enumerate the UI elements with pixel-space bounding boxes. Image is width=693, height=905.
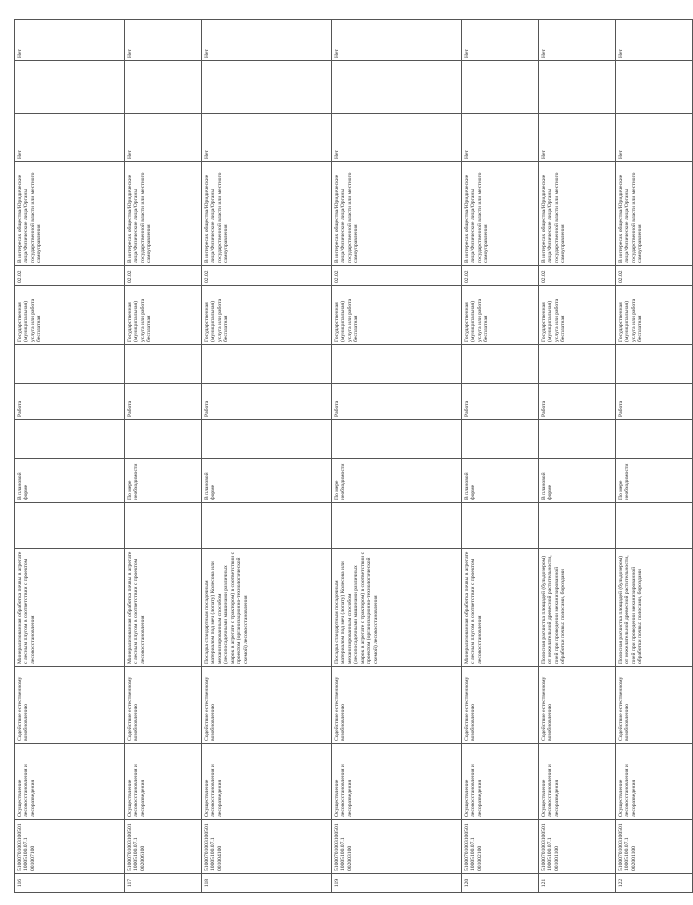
recipients-category: В интересах общества/Юридические лица/Физические лица/Органы государственной власти или местного самоуправления xyxy=(332,162,462,266)
recipients-category: В интересах общества/Юридические лица/Физические лица/Органы государственной власти или местного самоуправления xyxy=(125,162,202,266)
conditions-cell xyxy=(125,503,202,549)
license-flag: Нет xyxy=(125,114,202,162)
recipients-category: В интересах общества/Юридические лица/Физические лица/Органы государственной власти или местного самоуправления xyxy=(616,162,693,266)
registry-code: 5100070100310050110005100.07.1 002003100 xyxy=(332,820,462,874)
empty-cell xyxy=(202,420,332,459)
conditions-cell xyxy=(332,503,462,549)
table-row xyxy=(539,20,616,893)
registry-code: 5100070100310050110005100.07.1 002001100 xyxy=(616,820,693,874)
registry-table xyxy=(14,19,693,893)
license-flag: Нет xyxy=(332,114,462,162)
work-kind: Работа xyxy=(462,384,539,420)
provision-form: В плановой форме xyxy=(202,459,332,503)
work-kind: Работа xyxy=(539,384,616,420)
empty-cell xyxy=(125,61,202,114)
registry-code: 5100070100310050110005100.07.1 002006100 xyxy=(125,820,202,874)
empty-cell xyxy=(15,61,125,114)
work-kind: Работа xyxy=(202,384,332,420)
okved-code: 02.02 xyxy=(15,266,125,286)
table-row xyxy=(202,20,332,893)
provision-form: В плановой форме xyxy=(539,459,616,503)
empty-cell xyxy=(125,420,202,459)
work-kind: Работа xyxy=(125,384,202,420)
work-content: Посадка стандартным посадочным материалом под меч (лопату) Колесова или механизированным способом (лесопосадочными машинами различных марок в агрегате с трактором) в соответствии с проектом (организационно-технологической схемой) лесовосстановления xyxy=(332,549,462,667)
empty-cell xyxy=(202,345,332,384)
license-flag: Нет xyxy=(539,114,616,162)
conditions-cell xyxy=(462,503,539,549)
recipients-category: В интересах общества/Юридические лица/Физические лица/Органы государственной власти или местного самоуправления xyxy=(202,162,332,266)
empty-cell xyxy=(125,345,202,384)
work-name: Осуществление лесовосстановления и лесоразведения xyxy=(462,744,539,820)
work-kind: Работа xyxy=(616,384,693,420)
payment-type: Государственная (муниципальная) услуга или работа бесплатная xyxy=(462,286,539,345)
table-row xyxy=(616,20,693,893)
okved-code: 02.02 xyxy=(125,266,202,286)
provision-form: По мере необходимости xyxy=(125,459,202,503)
registry-code: 5100070100310050110005100.07.1 001002100 xyxy=(462,820,539,874)
empty-cell xyxy=(539,420,616,459)
table-row xyxy=(125,20,202,893)
okved-code: 02.02 xyxy=(462,266,539,286)
conditions-cell xyxy=(616,503,693,549)
recipients-category: В интересах общества/Юридические лица/Физические лица/Органы государственной власти или местного самоуправления xyxy=(539,162,616,266)
include-flag: Нет xyxy=(202,20,332,61)
row-number: 119 xyxy=(332,874,462,893)
work-name: Осуществление лесовосстановления и лесоразведения xyxy=(15,744,125,820)
payment-type: Государственная (муниципальная) услуга или работа бесплатная xyxy=(616,286,693,345)
work-name: Осуществление лесовосстановления и лесоразведения xyxy=(332,744,462,820)
provision-form: По мере необходимости xyxy=(332,459,462,503)
include-flag: Нет xyxy=(539,20,616,61)
include-flag: Нет xyxy=(15,20,125,61)
license-flag: Нет xyxy=(616,114,693,162)
work-content: Посадка стандартным посадочным материалом под меч (лопату) Колесова или механизированным способом (лесопосадочными машинами различных марок в агрегате с трактором) в соответствии с проектом (организационно-технологической схемой) лесовосстановления xyxy=(202,549,332,667)
empty-cell xyxy=(616,61,693,114)
registry-code: 5100070100310050110005100.07.1 001004100 xyxy=(202,820,332,874)
registry-code: 5100070100310050110005100.07.1 001001100 xyxy=(539,820,616,874)
work-type: Содействие естественному возобновлению xyxy=(202,667,332,744)
table-row xyxy=(332,20,462,893)
include-flag: Нет xyxy=(125,20,202,61)
conditions-cell xyxy=(539,503,616,549)
provision-form: По мере необходимости xyxy=(616,459,693,503)
license-flag: Нет xyxy=(15,114,125,162)
empty-cell xyxy=(462,61,539,114)
table-row xyxy=(15,20,125,893)
empty-cell xyxy=(202,61,332,114)
registry-table-body xyxy=(15,20,693,893)
payment-type: Государственная (муниципальная) услуга или работа бесплатная xyxy=(125,286,202,345)
license-flag: Нет xyxy=(462,114,539,162)
rotated-table-wrapper xyxy=(14,20,644,893)
work-name: Осуществление лесовосстановления и лесоразведения xyxy=(202,744,332,820)
payment-type: Государственная (муниципальная) услуга или работа бесплатная xyxy=(539,286,616,345)
empty-cell xyxy=(539,61,616,114)
empty-cell xyxy=(332,345,462,384)
recipients-category: В интересах общества/Юридические лица/Физические лица/Органы государственной власти или местного самоуправления xyxy=(462,162,539,266)
work-type: Содействие естественному возобновлению xyxy=(332,667,462,744)
conditions-cell xyxy=(202,503,332,549)
row-number: 116 xyxy=(15,874,125,893)
license-flag: Нет xyxy=(202,114,332,162)
work-content: Минерализованная обработка почвы в агрегате с лесным плугом в соответствии с проектом лесовосстановления xyxy=(462,549,539,667)
payment-type: Государственная (муниципальная) услуга или работа бесплатная xyxy=(202,286,332,345)
provision-form: В плановой форме xyxy=(15,459,125,503)
payment-type: Государственная (муниципальная) услуга или работа бесплатная xyxy=(332,286,462,345)
include-flag: Нет xyxy=(462,20,539,61)
work-kind: Работа xyxy=(15,384,125,420)
conditions-cell xyxy=(15,503,125,549)
work-type: Содействие естественному возобновлению xyxy=(125,667,202,744)
empty-cell xyxy=(332,420,462,459)
work-content: Полосная расчистка площадей (бульдозером) от нежелательной древесной растительности, пней при проведении механизированной обработки почвы: полосами, бороздами xyxy=(539,549,616,667)
work-name: Осуществление лесовосстановления и лесоразведения xyxy=(616,744,693,820)
empty-cell xyxy=(462,345,539,384)
okved-code: 02.02 xyxy=(202,266,332,286)
empty-cell xyxy=(616,420,693,459)
work-content: Минерализованная обработка почвы в агрегате с лесным плугом в соответствии с проектом лесовосстановления xyxy=(125,549,202,667)
work-name: Осуществление лесовосстановления и лесоразведения xyxy=(125,744,202,820)
row-number: 121 xyxy=(539,874,616,893)
okved-code: 02.02 xyxy=(616,266,693,286)
okved-code: 02.02 xyxy=(332,266,462,286)
table-row xyxy=(462,20,539,893)
row-number: 118 xyxy=(202,874,332,893)
payment-type: Государственная (муниципальная) услуга или работа бесплатная xyxy=(15,286,125,345)
empty-cell xyxy=(15,345,125,384)
row-number: 122 xyxy=(616,874,693,893)
empty-cell xyxy=(332,61,462,114)
work-name: Осуществление лесовосстановления и лесоразведения xyxy=(539,744,616,820)
work-type: Содействие естественному возобновлению xyxy=(462,667,539,744)
okved-code: 02.02 xyxy=(539,266,616,286)
include-flag: Нет xyxy=(332,20,462,61)
recipients-category: В интересах общества/Юридические лица/Физические лица/Органы государственной власти или местного самоуправления xyxy=(15,162,125,266)
work-type: Содействие естественному возобновлению xyxy=(616,667,693,744)
work-content: Полосная расчистка площадей (бульдозером) от нежелательной древесной растительности, пней при проведении механизированной обработки почвы: полосами, бороздами xyxy=(616,549,693,667)
include-flag: Нет xyxy=(616,20,693,61)
empty-cell xyxy=(15,420,125,459)
row-number: 120 xyxy=(462,874,539,893)
provision-form: В плановой форме xyxy=(462,459,539,503)
work-content: Минерализованная обработка почвы в агрегате с лесным плугом в соответствии с проектом лесовосстановления xyxy=(15,549,125,667)
row-number: 117 xyxy=(125,874,202,893)
work-kind: Работа xyxy=(332,384,462,420)
work-type: Содействие естественному возобновлению xyxy=(539,667,616,744)
empty-cell xyxy=(539,345,616,384)
work-type: Содействие естественному возобновлению xyxy=(15,667,125,744)
registry-code: 5100070100310050110005100.07.1 001007100 xyxy=(15,820,125,874)
empty-cell xyxy=(462,420,539,459)
empty-cell xyxy=(616,345,693,384)
